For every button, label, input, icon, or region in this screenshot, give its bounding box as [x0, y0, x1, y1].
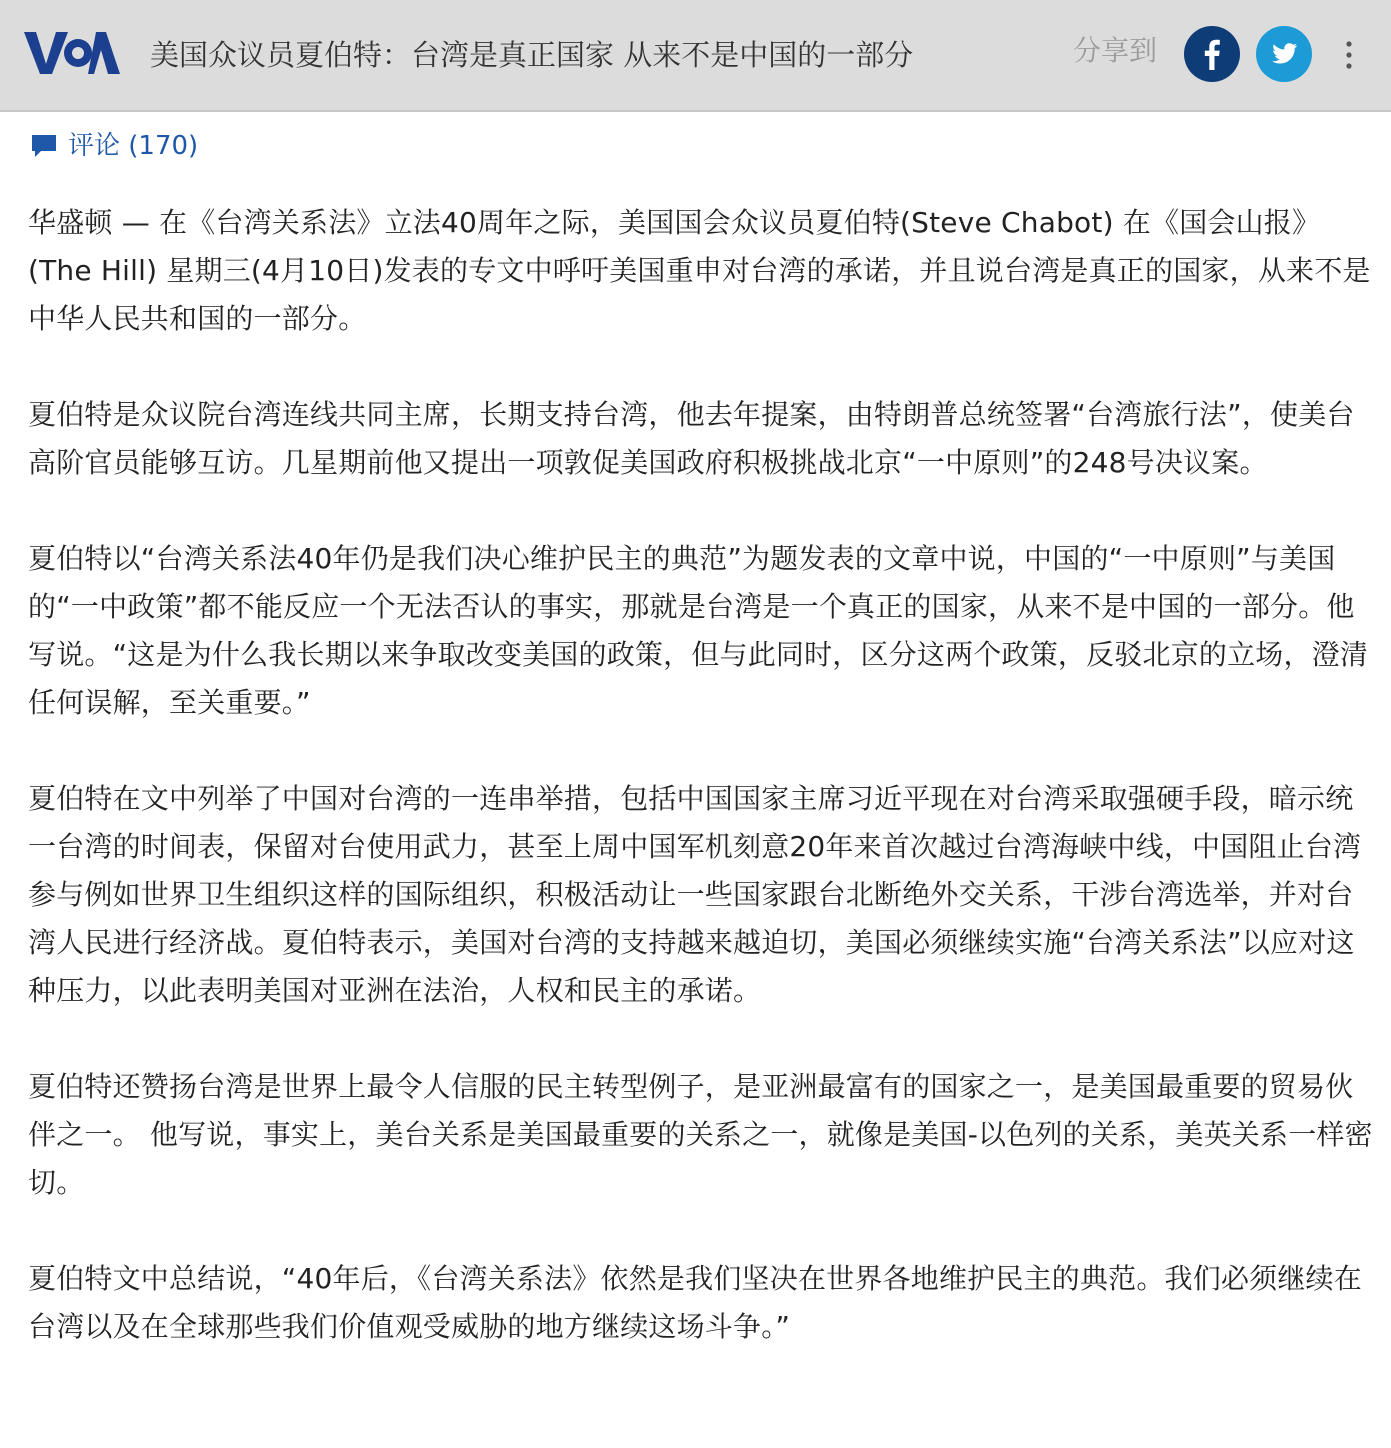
article-paragraph: 夏伯特以“台湾关系法40年仍是我们决心维护民主的典范”为题发表的文章中说，中国的“一中原则”与美国的“一中政策”都不能反应一个无法否认的事实，那就是台湾是一个真正的国家，从来不是中国的一部分。他写说。“这是为什么我长期以来争取改变美国的政策，但与此同时，区分这两个政策，反驳北京的立场，澄清任何误解，至关重要。” [28, 542, 1369, 719]
facebook-share-button[interactable] [1184, 26, 1240, 82]
comments-link[interactable] [30, 126, 198, 166]
facebook-icon [1184, 26, 1240, 82]
article-paragraph: 夏伯特在文中列举了中国对台湾的一连串举措，包括中国国家主席习近平现在对台湾采取强硬手段，暗示统一台湾的时间表，保留对台使用武力，甚至上周中国军机刻意20年来首次越过台湾海峡中线，中国阻止台湾参与例如世界卫生组织这样的国际组织，积极活动让一些国家跟台北断绝外交关系，干涉台湾选举，并对台湾人民进行经济战。夏伯特表示，美国对台湾的支持越来越迫切，美国必须继续实施“台湾关系法”以应对这种压力，以此表明美国对亚洲在法治，人权和民主的承诺。 [28, 782, 1362, 1007]
twitter-share-button[interactable] [1256, 26, 1312, 82]
page-title: 美国众议员夏伯特：台湾是真正国家 从来不是中国的一部分 [150, 38, 914, 72]
comments-count-label: 评论 (170) [68, 131, 199, 161]
article-paragraph: 夏伯特是众议院台湾连线共同主席，长期支持台湾，他去年提案，由特朗普总统签署“台湾旅行法”，使美台高阶官员能够互访。几星期前他又提出一项敦促美国政府积极挑战北京“一中原则”的248号决议案。 [28, 398, 1355, 479]
share-label: 分享到 [1073, 34, 1158, 67]
article-body [28, 199, 1376, 1351]
article-paragraph: 夏伯特还赞扬台湾是世界上最令人信服的民主转型例子，是亚洲最富有的国家之一，是美国最重要的贸易伙伴之一。 他写说，事实上，美台关系是美国最重要的关系之一，就像是美国-以色列的关系，美英关系一样密切。 [28, 1070, 1373, 1199]
article-paragraph: 华盛顿 — 在《台湾关系法》立法40周年之际，美国国会众议员夏伯特(Steve Chabot) 在《国会山报》(The Hill) 星期三(4月10日)发表的专文中呼吁美国重申对台湾的承诺，并且说台湾是真正的国家，从来不是中华人民共和国的一部分。 [28, 206, 1371, 335]
comment-icon [30, 132, 58, 160]
voa-logo[interactable] [24, 30, 120, 76]
more-options-icon[interactable] [1340, 40, 1358, 70]
top-bar [0, 0, 1391, 112]
article-paragraph: 夏伯特文中总结说，“40年后，《台湾关系法》依然是我们坚决在世界各地维护民主的典范。我们必须继续在台湾以及在全球那些我们价值观受威胁的地方继续这场斗争。” [28, 1262, 1362, 1343]
twitter-icon [1256, 26, 1312, 82]
